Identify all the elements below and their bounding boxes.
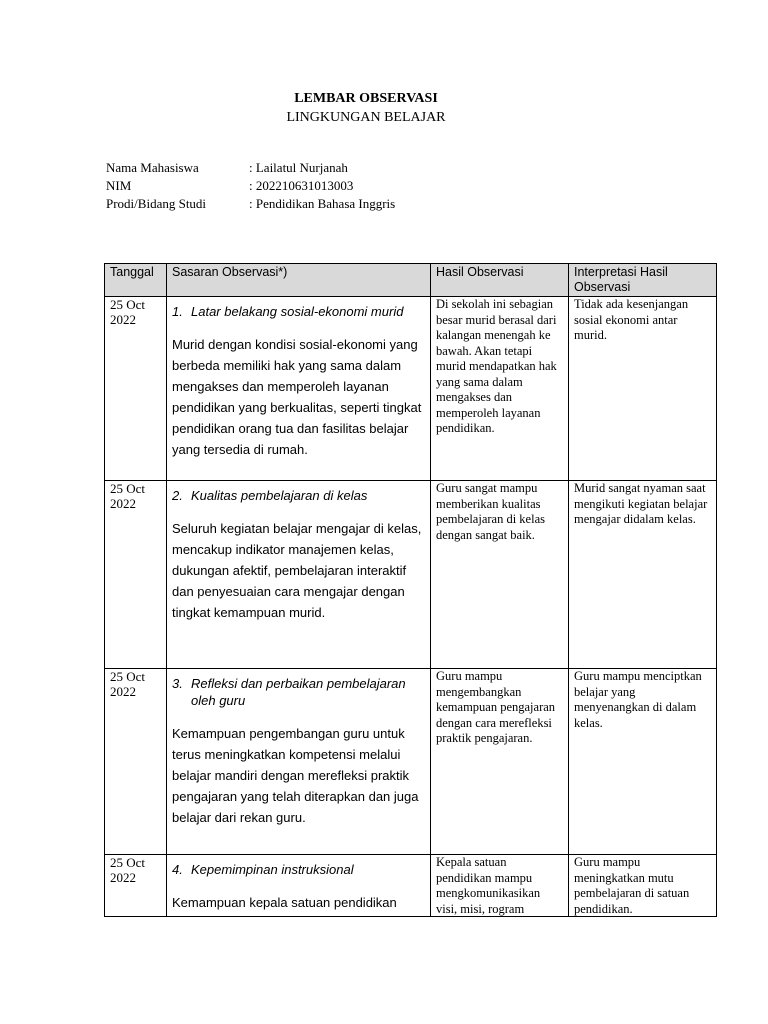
interpretation-cell: Guru mampu menciptkan belajar yang menyenangkan di dalam kelas. [569, 669, 717, 855]
document-title: LEMBAR OBSERVASI [294, 91, 438, 106]
target-item [172, 675, 425, 709]
target-cell [167, 481, 431, 669]
target-description: Murid dengan kondisi sosial-ekonomi yang berbeda memiliki hak yang sama dalam mengakses dan memperoleh layanan pendidikan yang berkualitas, seperti tingkat pendidikan orang tua dan fasilitas belajar yang tersedia di rumah. [172, 337, 422, 457]
info-label: Prodi/Bidang Studi [106, 196, 207, 211]
date-cell: 25 Oct 2022 [105, 855, 167, 917]
header-target: Sasaran Observasi*) [167, 264, 431, 297]
interpretation-cell: Tidak ada kesenjangan sosial ekonomi antar murid. [569, 297, 717, 481]
table-row [105, 855, 717, 917]
header-date: Tanggal [105, 264, 167, 297]
date-cell: 25 Oct 2022 [105, 669, 167, 855]
item-number: 3. [172, 676, 183, 691]
target-description: Kemampuan kepala satuan pendidikan [172, 895, 397, 910]
target-clip [172, 855, 425, 916]
observation-table [104, 263, 717, 917]
result-cell: Di sekolah ini sebagian besar murid berasal dari kalangan menengah ke bawah. Akan tetapi murid mendapatkan hak yang sama dalam mengakses dan memperoleh layanan pendidikan. [431, 297, 569, 481]
target-description: Kemampuan pengembangan guru untuk terus meningkatkan kompetensi melalui belajar mandiri dengan merefleksi praktik pengajaran yang telah diterapkan dan juga belajar dari rekan guru. [172, 726, 419, 825]
target-cell [167, 297, 431, 481]
item-number: 2. [172, 488, 183, 503]
document-subtitle: LINGKUNGAN BELAJAR [286, 110, 446, 125]
item-number: 4. [172, 862, 183, 877]
info-label: Nama Mahasiswa [106, 160, 199, 175]
header-result: Hasil Observasi [431, 264, 569, 297]
interpretation-cell [569, 855, 717, 917]
item-number: 1. [172, 304, 183, 319]
header-interpretation: Interpretasi Hasil Observasi [569, 264, 717, 297]
result-cell: Guru sangat mampu memberikan kualitas pembelajaran di kelas dengan sangat baik. [431, 481, 569, 669]
date-cell: 25 Oct 2022 [105, 481, 167, 669]
target-cell [167, 669, 431, 855]
info-value: : Lailatul Nurjanah [249, 160, 348, 175]
date-cell: 25 Oct 2022 [105, 297, 167, 481]
info-label: NIM [106, 178, 132, 193]
info-value: : 202210631013003 [249, 178, 354, 193]
info-value: : Pendidikan Bahasa Inggris [249, 196, 396, 211]
table-row [105, 481, 717, 669]
target-item [172, 487, 425, 504]
target-title: Kualitas pembelajaran di kelas [191, 488, 368, 503]
target-title: Latar belakang sosial-ekonomi murid [191, 304, 404, 319]
table-row [105, 669, 717, 855]
table-row [105, 297, 717, 481]
target-item [172, 303, 425, 320]
target-title: Refleksi dan perbaikan pembelajaran oleh guru [191, 676, 406, 708]
result-cell: Guru mampu mengembangkan kemampuan pengajaran dengan cara merefleksi praktik pengajaran. [431, 669, 569, 855]
result-clip: Kepala satuan pendidikan mampu mengkomunikasikan visi, misi, rogram [436, 855, 541, 916]
target-cell [167, 855, 431, 917]
interpretation-cell: Murid sangat nyaman saat mengikuti kegiatan belajar mengajar didalam kelas. [569, 481, 717, 669]
target-item [172, 861, 425, 878]
table-header-row [105, 264, 717, 297]
result-cell [431, 855, 569, 917]
interpretation-clip: Guru mampu meningkatkan mutu pembelajaran di satuan pendidikan. [574, 855, 690, 916]
target-title: Kepemimpinan instruksional [191, 862, 354, 877]
target-description: Seluruh kegiatan belajar mengajar di kelas, mencakup indikator manajemen kelas, dukungan afektif, pembelajaran interaktif dan penyesuaian cara mengajar dengan tingkat kemampuan murid. [172, 521, 422, 620]
